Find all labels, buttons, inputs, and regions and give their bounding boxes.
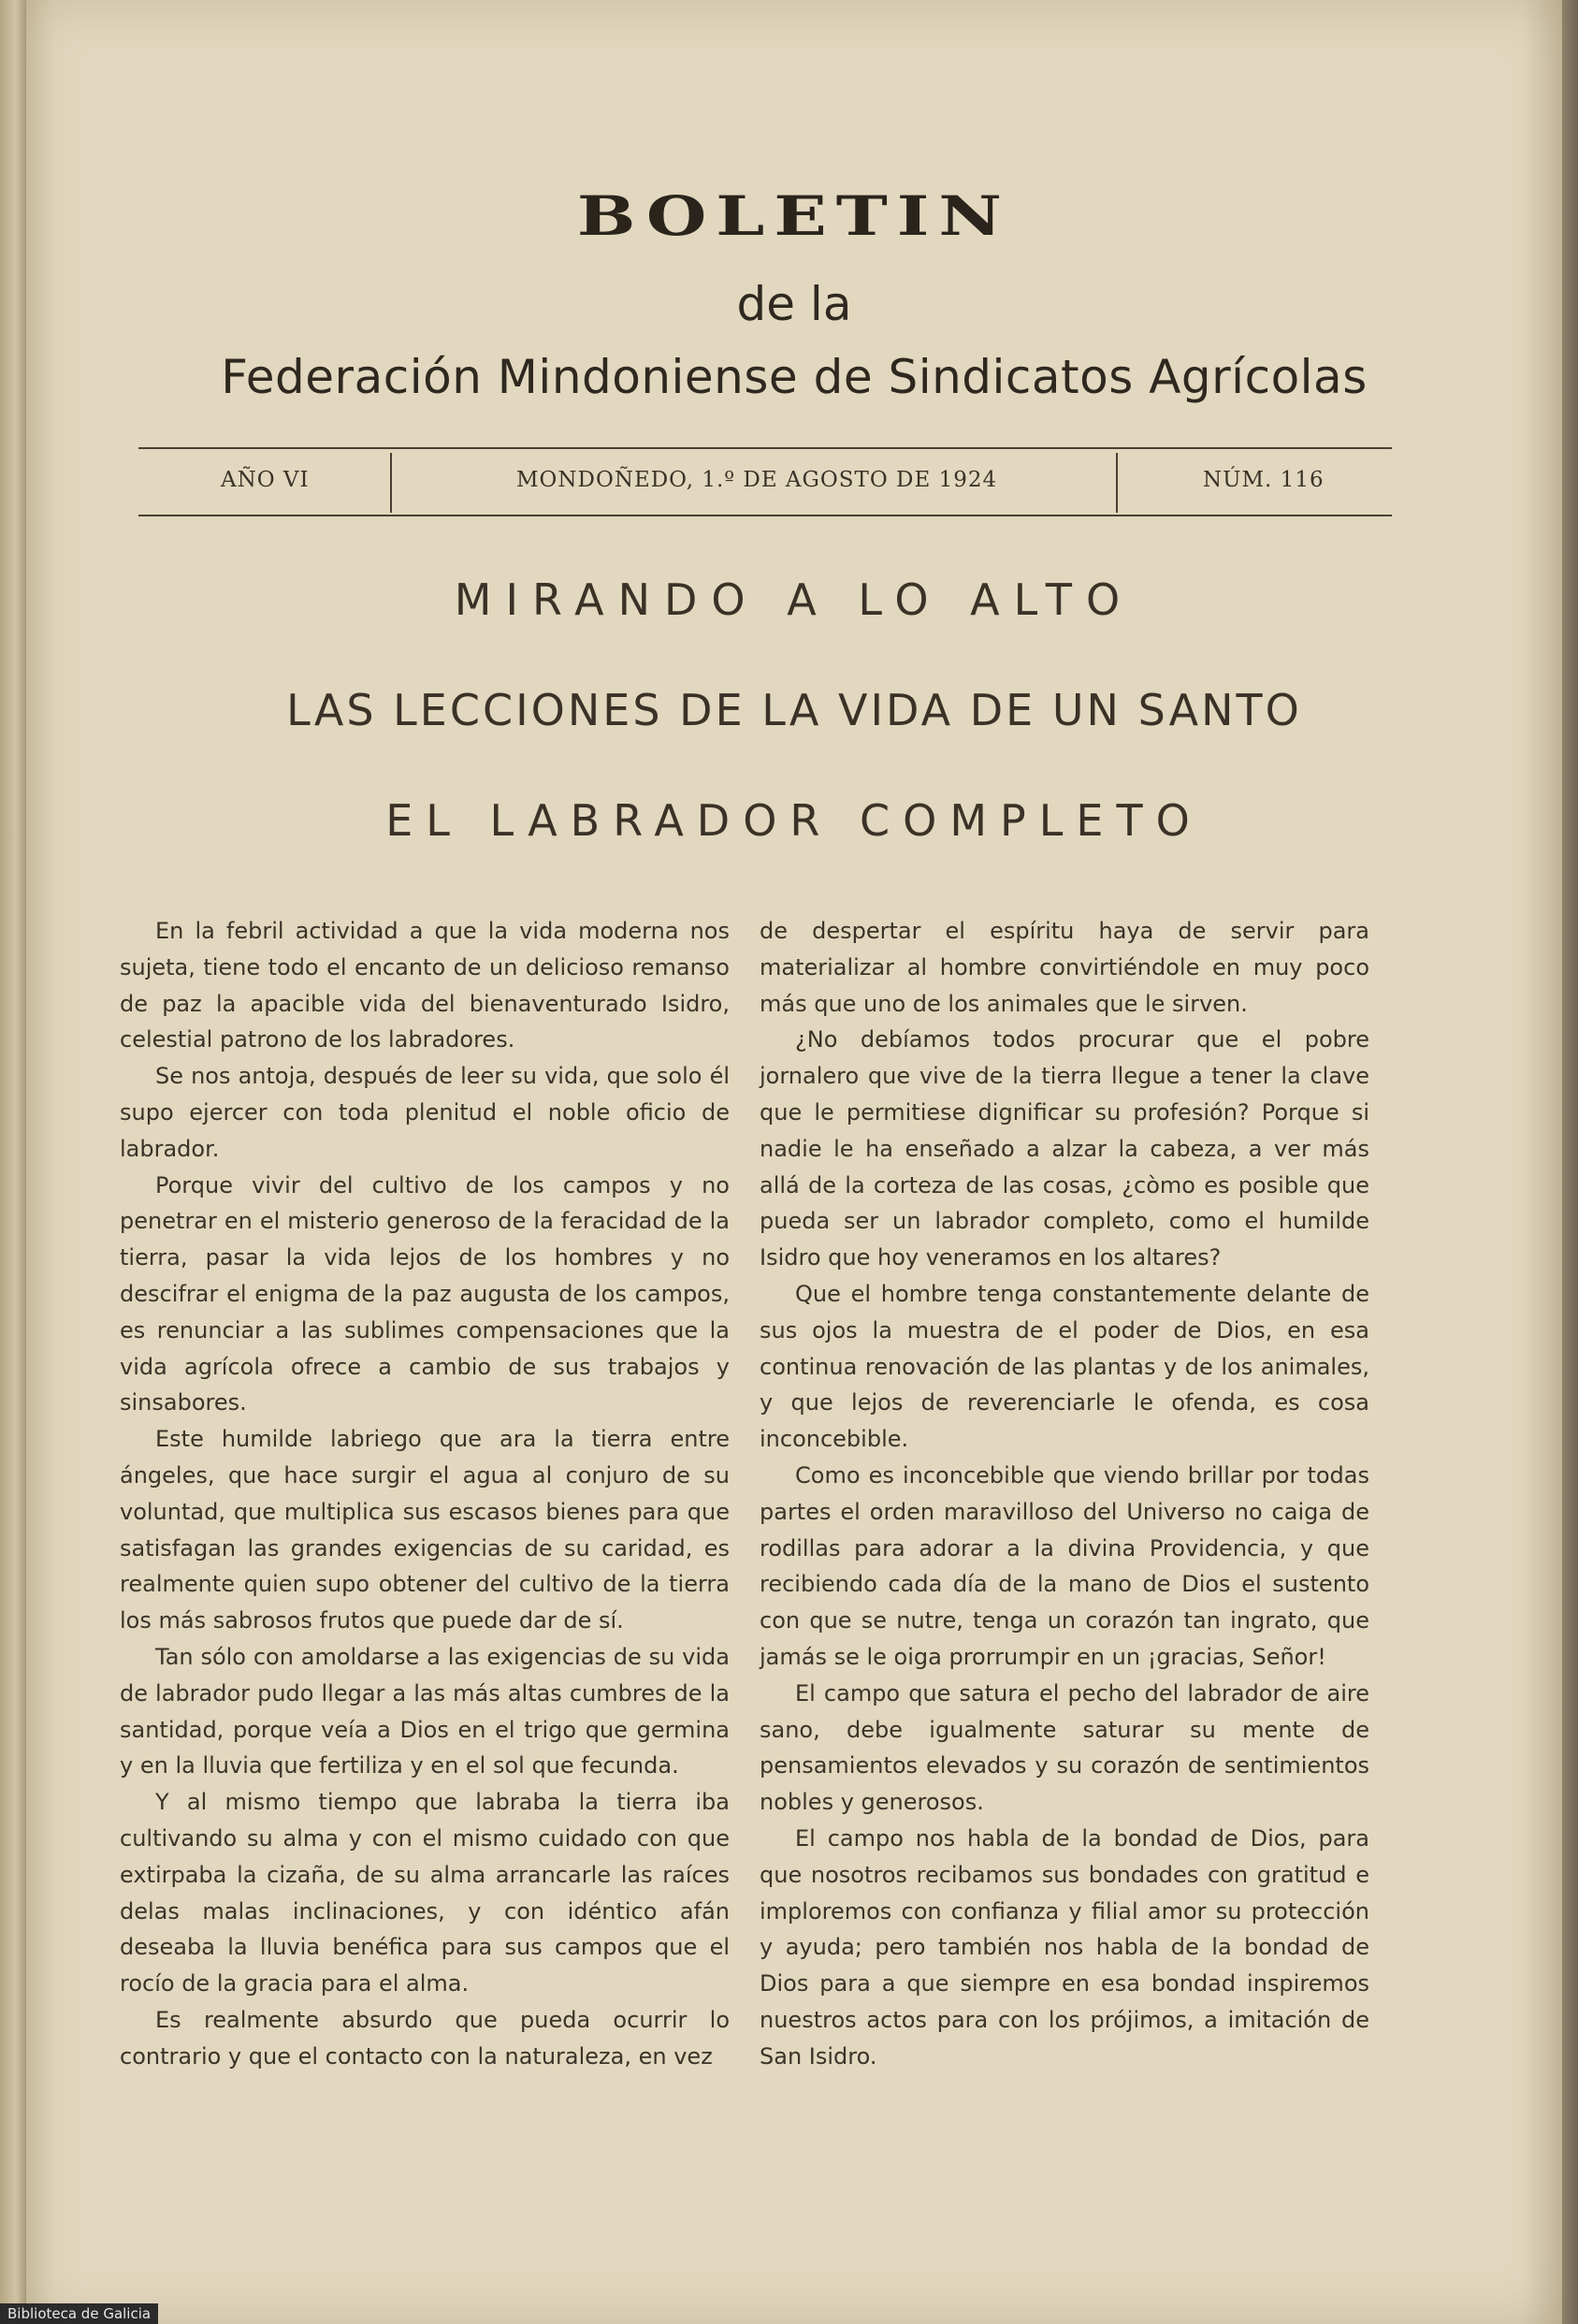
paragraph: El campo nos habla de la bondad de Dios, para que nosotros recibamos sus bondades con gratitud e imploremos con confianza y filial amor su protección y ayuda; pero también nos habla de la bondad de Dios para a que siempre en esa bondad inspiremos nuestros actos para con los prójimos, a imitación de San Isidro. [760, 1824, 1369, 2070]
heading-labrador-completo: EL LABRADOR COMPLETO [385, 795, 1203, 846]
article-column-right [760, 913, 1369, 2075]
header-rule-top [138, 447, 1392, 449]
page-right-edge [1562, 0, 1578, 2324]
paragraph: Este humilde labriego que ara la tierra entre ángeles, que hace surgir el agua al conjuro de su voluntad, que multiplica sus escasos bienes para que satisfagan las grandes exigencias de su caridad, es realmente quien supo obtener del cultivo de la tierra los más sabrosos frutos que puede dar de sí. [120, 1426, 730, 1634]
masthead-federation: Federación Mindoniense de Sindicatos Agrícolas [221, 350, 1368, 404]
newspaper-page [26, 0, 1562, 2324]
paragraph: Es realmente absurdo que pueda ocurrir lo contrario y que el contacto con la naturaleza, en vez [120, 2006, 730, 2070]
header-rule-bottom [138, 515, 1392, 516]
masthead-subtitle: de la [736, 277, 852, 331]
paragraph: ¿No debíamos todos procurar que el pobre jornalero que vive de la tierra llegue a tener la clave que le permitiese dignificar su profesión? Porque si nadie le ha enseñado a alzar la cabeza, a ver más allá de la corteza de las cosas, ¿còmo es posible que pueda ser un labrador completo, como el humilde Isidro que hoy veneramos en los altares? [760, 1026, 1369, 1271]
paragraph: En la febril actividad a que la vida moderna nos sujeta, tiene todo el encanto de un delicioso remanso de paz la apacible vida del bienaventurado Isidro, celestial patrono de los labradores. [120, 918, 730, 1053]
issue-number: NÚM. 116 [1203, 468, 1325, 492]
paragraph: Porque vivir del cultivo de los campos y no penetrar en el misterio generoso de la feracidad de la tierra, pasar la vida lejos de los hombres y no descifrar el enigma de la paz augusta de los campos, es renunciar a las sublimes compensaciones que la vida agrícola ofrece a cambio de sus trabajos y sinsabores. [120, 1171, 730, 1416]
paragraph: Se nos antoja, después de leer su vida, que solo él supo ejercer con toda plenitud el noble oficio de labrador. [120, 1063, 730, 1162]
paragraph: Como es inconcebible que viendo brillar por todas partes el orden maravilloso del Universo no caiga de rodillas para adorar a la divina Providencia, y que recibiendo cada día de la mano de Dios el sustento con que se nutre, tenga un corazón tan ingrato, que jamás se le oiga prorrumpir en un ¡gracias, Señor! [760, 1461, 1369, 1670]
paragraph: Que el hombre tenga constantemente delante de sus ojos la muestra de el poder de Dios, en esa continua renovación de las plantas y de los animales, y que lejos de reverenciarle le ofenda, es cosa inconcebible. [760, 1280, 1369, 1453]
issue-year: AÑO VI [221, 468, 310, 492]
page-left-edge [0, 0, 26, 2324]
header-divider-left [390, 453, 392, 513]
issue-place-date: MONDOÑEDO, 1.º DE AGOSTO DE 1924 [516, 468, 998, 492]
paragraph: Y al mismo tiempo que labraba la tierra iba cultivando su alma y con el mismo cuidado con que extirpaba la cizaña, de su alma arrancarle las raíces delas malas inclinaciones, y con idéntico afán deseaba la lluvia benéfica para sus campos que el rocío de la gracia para el alma. [120, 1789, 730, 1997]
library-credit: Biblioteca de Galicia [0, 2303, 158, 2324]
paragraph: El campo que satura el pecho del labrador de aire sano, debe igualmente saturar su mente de pensamientos elevados y su corazón de sentimientos nobles y generosos. [760, 1679, 1369, 1816]
heading-mirando-a-lo-alto: MIRANDO A LO ALTO [454, 574, 1135, 625]
heading-lecciones: LAS LECCIONES DE LA VIDA DE UN SANTO [286, 685, 1302, 735]
paragraph: Tan sólo con amoldarse a las exigencias de su vida de labrador pudo llegar a las más altas cumbres de la santidad, porque veía a Dios en el trigo que germina y en la lluvia que fertiliza y en el sol que fecunda. [120, 1643, 730, 1779]
header-divider-right [1116, 453, 1118, 513]
article-column-left [120, 913, 730, 2075]
paragraph: de despertar el espíritu haya de servir para materializar al hombre convirtiéndole en muy poco más que uno de los animales que le sirven. [760, 918, 1369, 1017]
masthead-title: BOLETIN [576, 185, 1012, 249]
